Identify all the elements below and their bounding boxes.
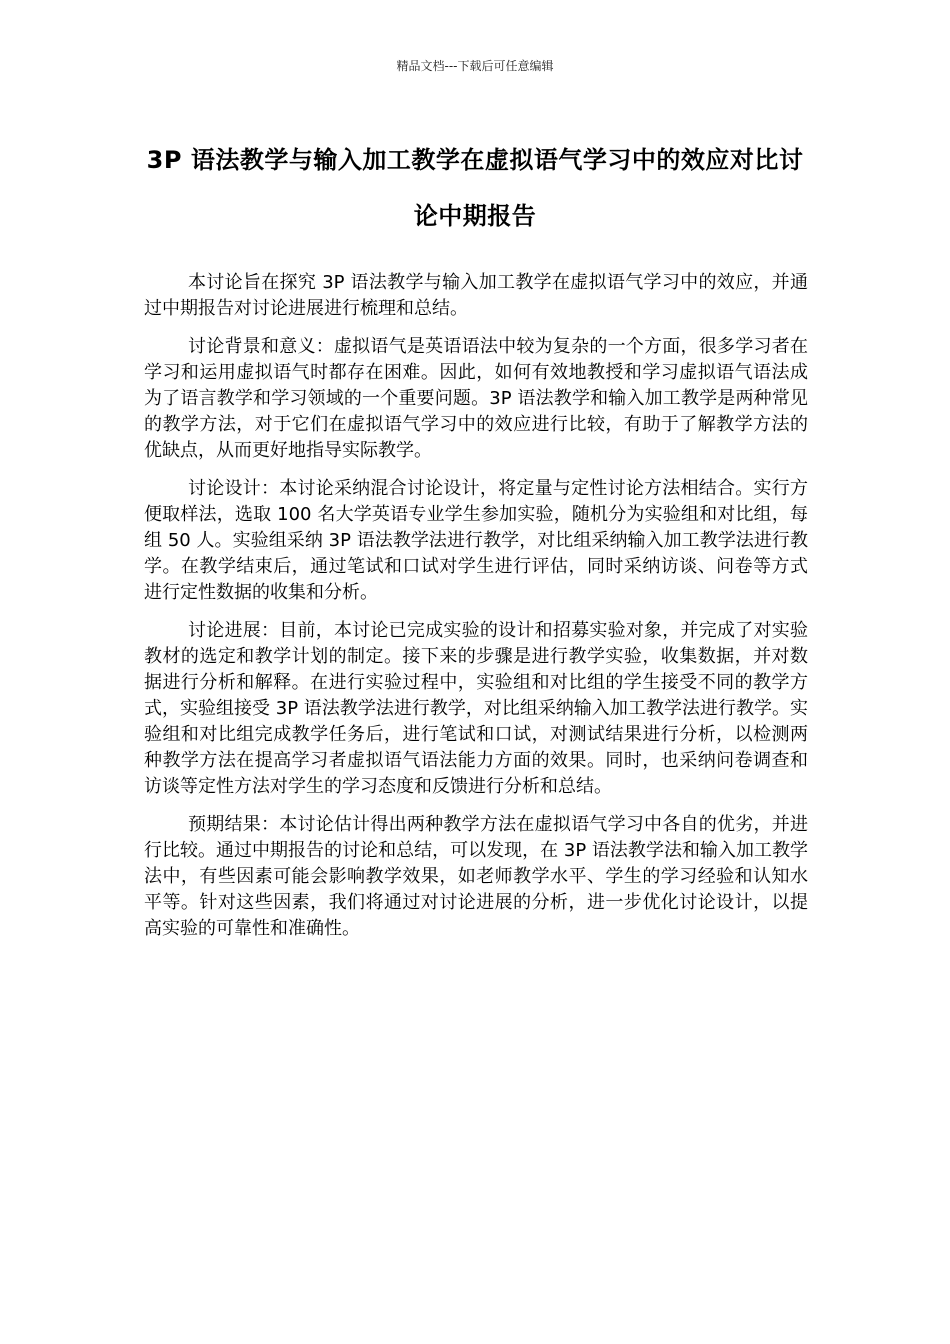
document-title: 3P 语法教学与输入加工教学在虚拟语气学习中的效应对比讨论中期报告: [146, 146, 804, 230]
header-note: 精品文档---下载后可任意编辑: [396, 59, 554, 73]
document-body: [144, 270, 808, 954]
paragraph-intro: 本讨论旨在探究 3P 语法教学与输入加工教学在虚拟语气学习中的效应，并通过中期报告对讨论进展进行梳理和总结。: [144, 272, 808, 319]
paragraph-expected-results: 预期结果：本讨论估计得出两种教学方法在虚拟语气学习中各自的优劣，并进行比较。通过中期报告的讨论和总结，可以发现，在 3P 语法教学法和输入加工教学法中，有些因素可能会影响教学效果，如老师教学水平、学生的学习经验和认知水平等。针对这些因素，我们将通过对讨论进展的分析，进一步优化讨论设计，以提高实验的可靠性和准确性。: [144, 814, 808, 939]
paragraph-background: 讨论背景和意义：虚拟语气是英语语法中较为复杂的一个方面，很多学习者在学习和运用虚拟语气时都存在困难。因此，如何有效地教授和学习虚拟语气语法成为了语言教学和学习领域的一个重要问题。3P 语法教学和输入加工教学是两种常见的教学方法，对于它们在虚拟语气学习中的效应进行比较，有助于了解教学方法的优缺点，从而更好地指导实际教学。: [144, 336, 808, 461]
paragraph-design: 讨论设计：本讨论采纳混合讨论设计，将定量与定性讨论方法相结合。实行方便取样法，选取 100 名大学英语专业学生参加实验，随机分为实验组和对比组，每组 50 人。实验组采纳 3P 语法教学法进行教学，对比组采纳输入加工教学法进行教学。在教学结束后，通过笔试和口试对学生进行评估，同时采纳访谈、问卷等方式进行定性数据的收集和分析。: [144, 478, 808, 603]
paragraph-progress: 讨论进展：目前，本讨论已完成实验的设计和招募实验对象，并完成了对实验教材的选定和教学计划的制定。接下来的步骤是进行教学实验，收集数据，并对数据进行分析和解释。在进行实验过程中，实验组和对比组的学生接受不同的教学方式，实验组接受 3P 语法教学法进行教学，对比组采纳输入加工教学法进行教学。实验组和对比组完成教学任务后，进行笔试和口试，对测试结果进行分析，以检测两种教学方法在提高学习者虚拟语气语法能力方面的效果。同时，也采纳问卷调查和访谈等定性方法对学生的学习态度和反馈进行分析和总结。: [144, 620, 808, 797]
